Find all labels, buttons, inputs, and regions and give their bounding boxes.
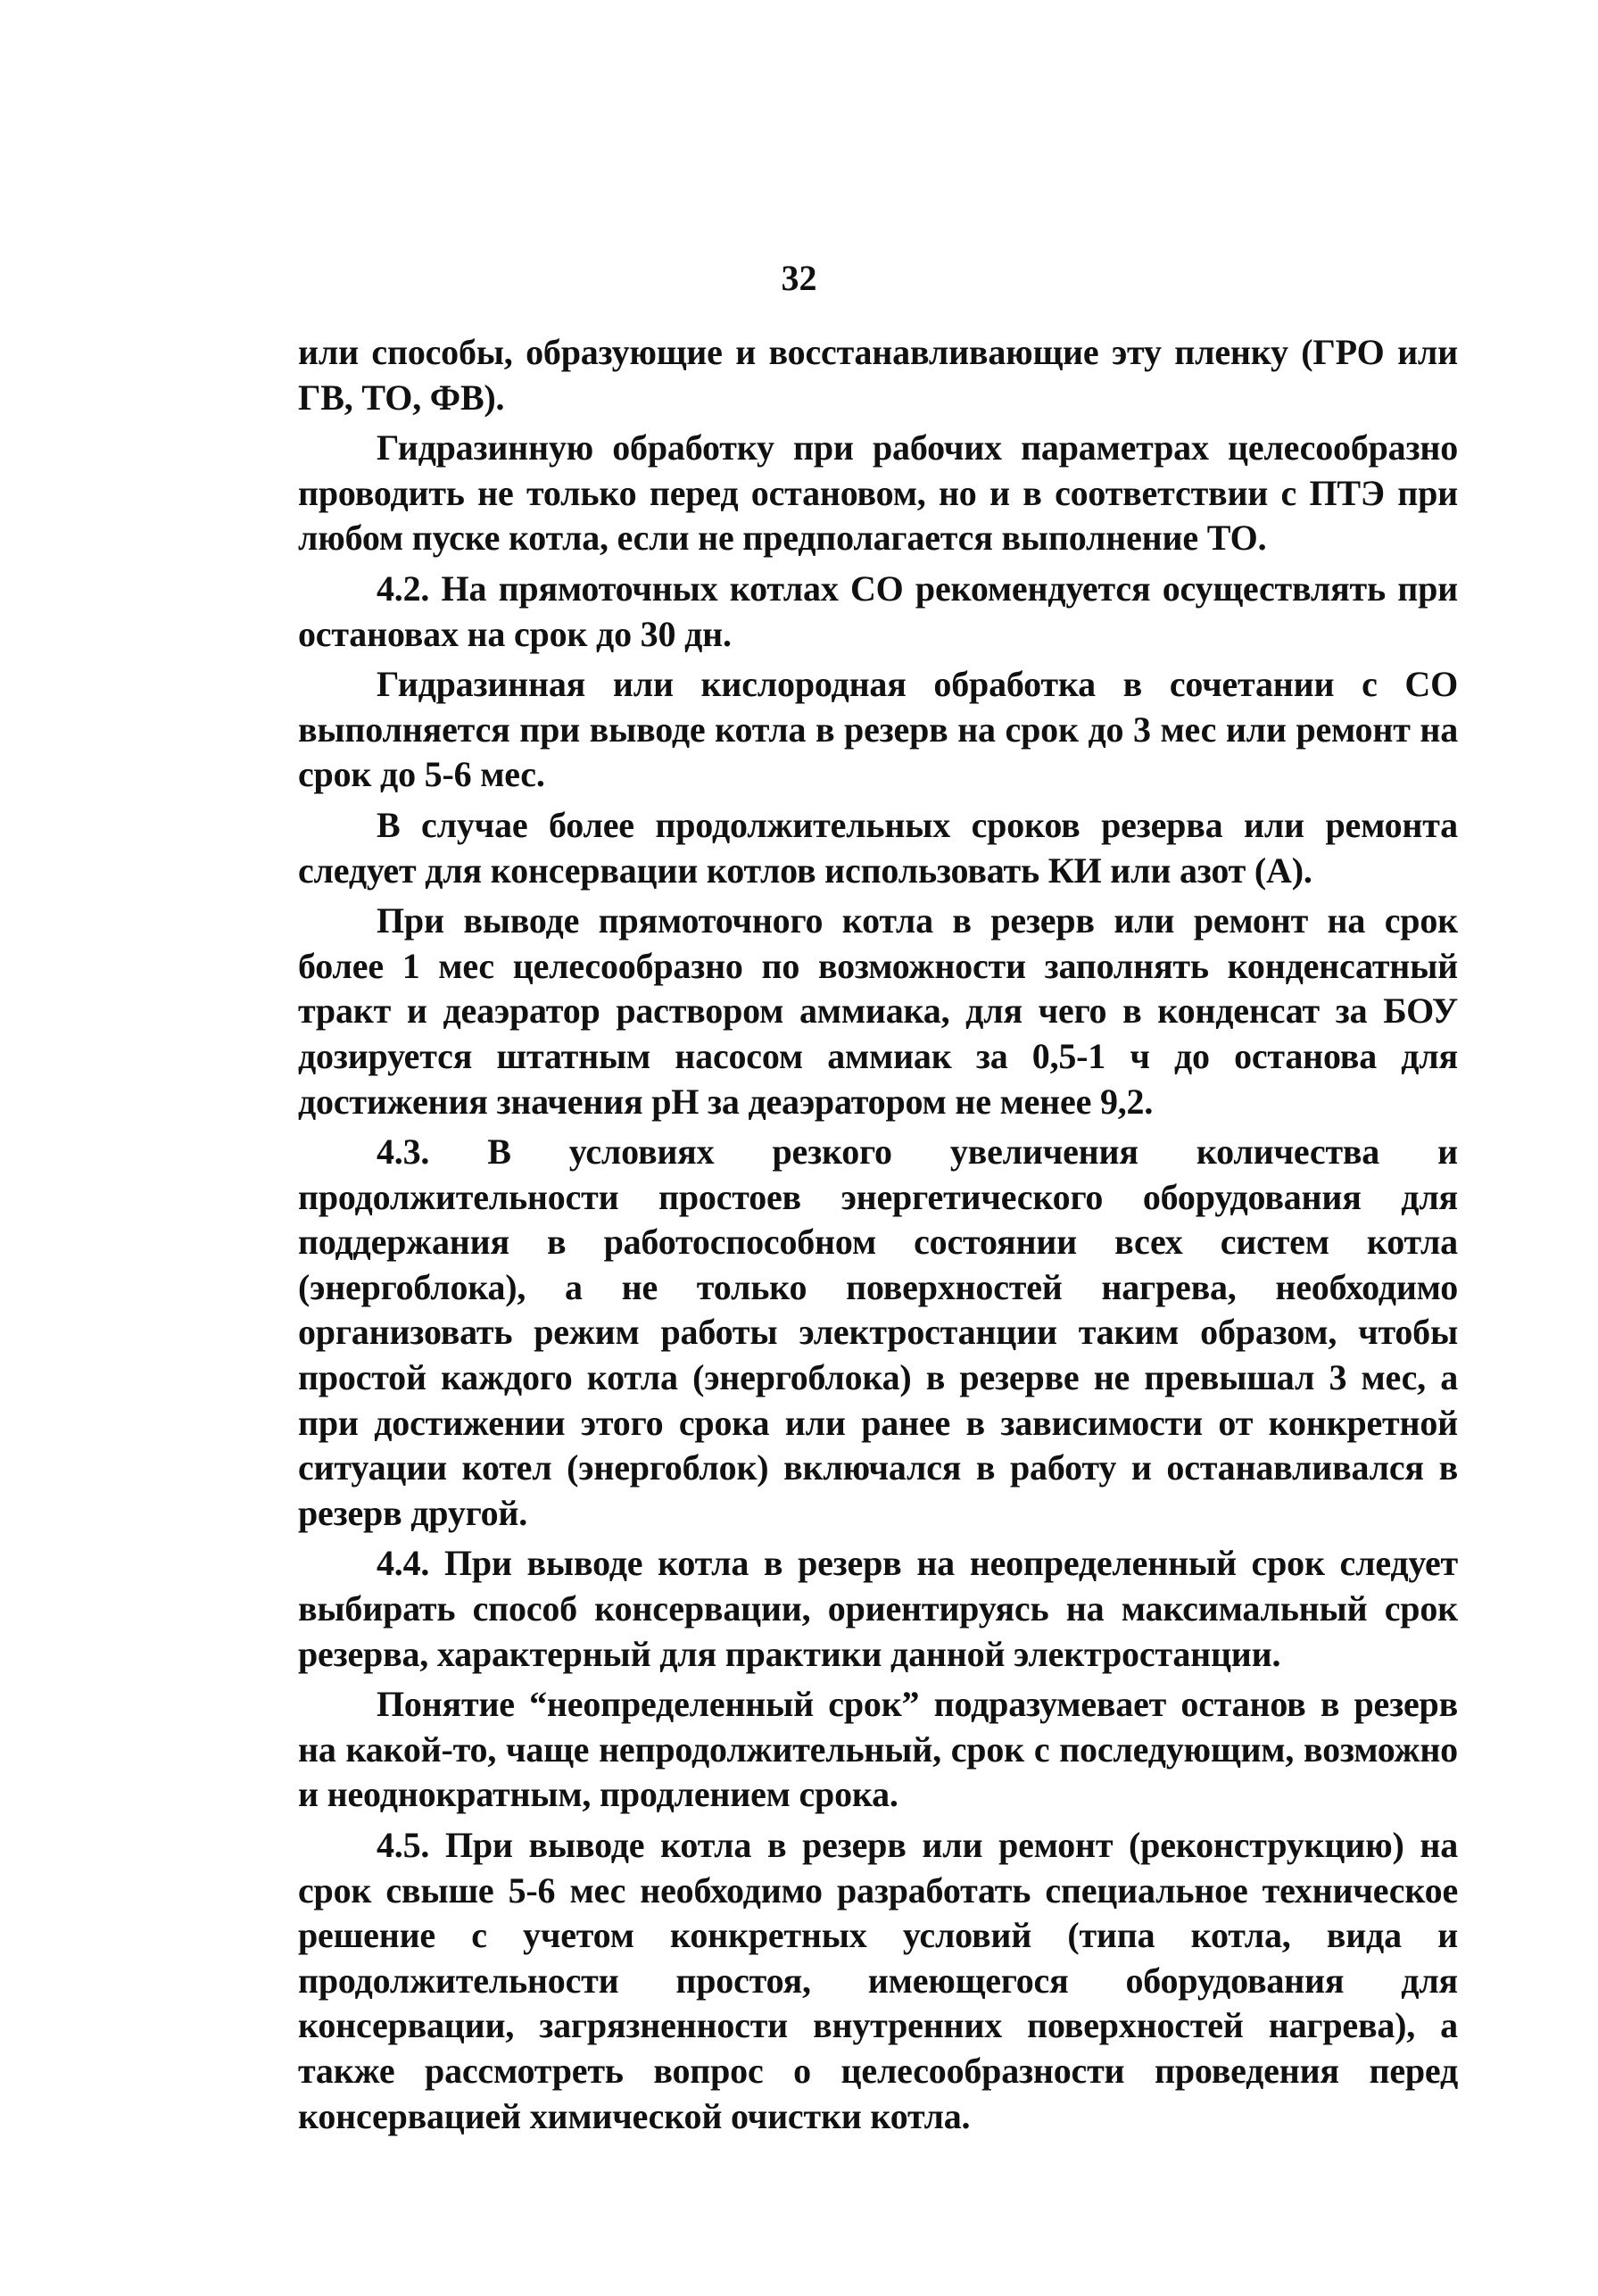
section-paragraph-4-4: 4.4. При выводе котла в резерв на неопределенный срок следует выбирать способ консервации, ориентируясь на максимальный срок резерва, характерный для практики данной электростанции. — [298, 1543, 1458, 1674]
paragraph: или способы, образующие и восстанавливающие эту пленку (ГРО или ГВ, ТО, ФВ). — [298, 332, 1458, 418]
body-text — [298, 330, 1458, 2144]
section-paragraph-4-2: 4.2. На прямоточных котлах СО рекомендуется осуществлять при остановах на срок до 30 дн. — [298, 568, 1458, 654]
paragraph: При выводе прямоточного котла в резерв или ремонт на срок более 1 мес целесообразно по возможности заполнять конденсатный тракт и деаэратор раствором аммиака, для чего в конденсат за БОУ дозируется штатным насосом аммиак за 0,5-1 ч до останова для достижения значения pH за деаэратором не менее 9,2. — [298, 900, 1458, 1122]
page-number: 32 — [781, 258, 817, 298]
paragraph: Понятие “неопределенный срок” подразумевает останов в резерв на какой-то, чаще непродолжительный, срок с последующим, возможно и неоднократным, продлением срока. — [298, 1684, 1458, 1815]
section-paragraph-4-5: 4.5. При выводе котла в резерв или ремонт (реконструкцию) на срок свыше 5-6 мес необходимо разработать специальное техническое решение с учетом конкретных условий (типа котла, вида и продолжительности простоя, имеющегося оборудования для консервации, загрязненности внутренних поверхностей нагрева), а также рассмотреть вопрос о целесообразности проведения перед консервацией химической очистки котла. — [298, 1825, 1458, 2136]
paragraph: Гидразинную обработку при рабочих параметрах целесообразно проводить не только перед остановом, но и в соответствии с ПТЭ при любом пуске котла, если не предполагается выполнение ТО. — [298, 427, 1458, 559]
paragraph: Гидразинная или кислородная обработка в сочетании с СО выполняется при выводе котла в резерв на срок до 3 мес или ремонт на срок до 5-6 мес. — [298, 664, 1458, 795]
section-paragraph-4-3: 4.3. В условиях резкого увеличения количества и продолжительности простоев энергетического оборудования для поддержания в работоспособном состоянии всех систем котла (энергоблока), а не только поверхностей нагрева, необходимо организовать режим работы электростанции таким образом, чтобы простой каждого котла (энергоблока) в резерве не превышал 3 мес, а при достижении этого срока или ранее в зависимости от конкретной ситуации котел (энергоблок) включался в работу и останавливался в резерв другой. — [298, 1131, 1458, 1533]
paragraph: В случае более продолжительных сроков резерва или ремонта следует для консервации котлов использовать КИ или азот (А). — [298, 804, 1458, 891]
